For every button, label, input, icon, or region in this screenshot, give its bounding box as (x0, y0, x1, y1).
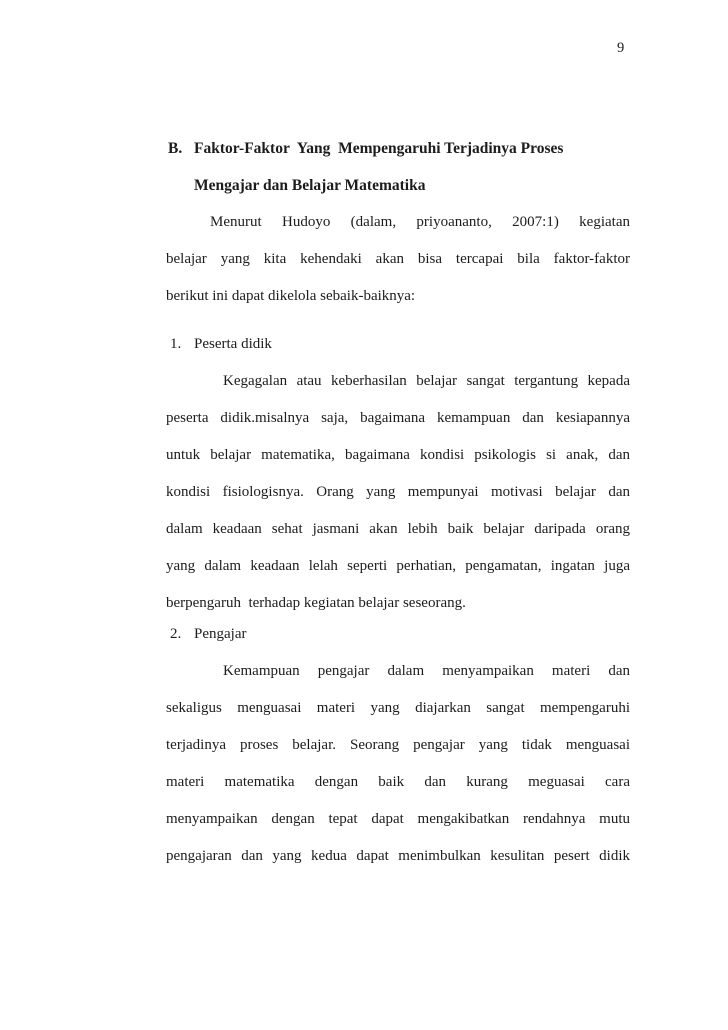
section-heading (166, 130, 630, 204)
list-item-1-title: Peserta didik (194, 336, 272, 352)
paragraph-pengajar (166, 653, 630, 875)
text-line: belajar yang kita kehendaki akan bisa tercapai bila faktor-faktor (166, 251, 630, 267)
text-line: Kemampuan pengajar dalam menyampaikan materi dan (223, 663, 630, 679)
text-line: Menurut Hudoyo (dalam, priyoananto, 2007:1) kegiatan (210, 214, 630, 230)
section-heading-text-2: Mengajar dan Belajar Matematika (194, 177, 426, 194)
text-line: untuk belajar matematika, bagaimana kondisi psikologis si anak, dan (166, 447, 630, 463)
text-line: peserta didik.misalnya saja, bagaimana kemampuan dan kesiapannya (166, 410, 630, 426)
text-line: berikut ini dapat dikelola sebaik-baiknya: (166, 288, 416, 304)
list-item-2-title: Pengajar (194, 626, 247, 642)
text-line: kondisi fisiologisnya. Orang yang mempunyai motivasi belajar dan (166, 484, 630, 500)
text-line: materi matematika dengan baik dan kurang meguasai cara (166, 774, 630, 790)
list-item-1 (166, 326, 630, 363)
text-line: berpengaruh terhadap kegiatan belajar seseorang. (166, 595, 466, 611)
intro-paragraph (166, 204, 630, 315)
list-item-1-number: 1. (170, 336, 182, 352)
text-line: menyampaikan dengan tepat dapat mengakibatkan rendahnya mutu (166, 811, 630, 827)
section-heading-text-1: Faktor-Faktor Yang Mempengaruhi Terjadinya Proses (194, 140, 564, 157)
text-line: pengajaran dan yang kedua dapat menimbulkan kesulitan pesert didik (166, 848, 630, 864)
text-line: yang dalam keadaan lelah seperti perhatian, pengamatan, ingatan juga (166, 558, 630, 574)
list-item-2-number: 2. (170, 626, 182, 642)
page-number: 9 (617, 40, 625, 56)
paragraph-peserta-didik (166, 363, 630, 622)
section-heading-marker: B. (168, 140, 183, 157)
text-line: terjadinya proses belajar. Seorang pengajar yang tidak menguasai (166, 737, 630, 753)
page-content (166, 130, 630, 875)
text-line: sekaligus menguasai materi yang diajarkan sangat mempengaruhi (166, 700, 630, 716)
text-line: dalam keadaan sehat jasmani akan lebih baik belajar daripada orang (166, 521, 630, 537)
text-line: Kegagalan atau keberhasilan belajar sangat tergantung kepada (223, 373, 630, 389)
section-heading-line-1 (166, 130, 630, 167)
